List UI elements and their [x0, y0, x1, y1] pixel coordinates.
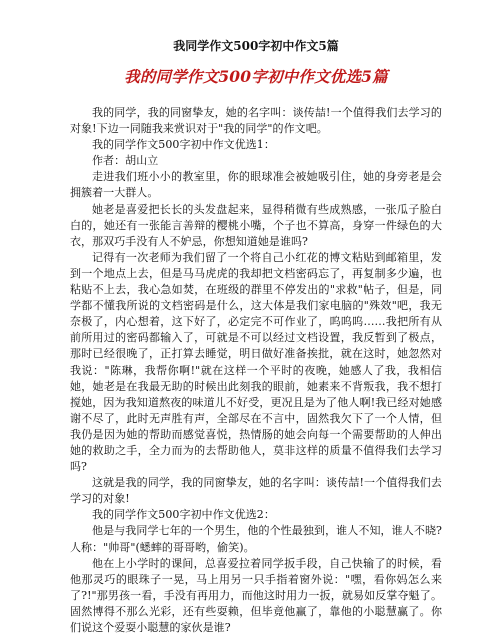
- paragraph: 这就是我的同学，我的同窗挚友，她的名字叫：谈传喆!一个值得我们去学习的对象!: [70, 476, 442, 506]
- paragraph: 走进我们班小小的教室里，你的眼球准会被她吸引住，她的身旁老是会拥簇着一大群人。: [70, 170, 442, 200]
- essay-2-heading: 我的同学作文500字初中作文优选2：: [92, 508, 275, 522]
- essay-1-author: 作者：胡山立: [92, 154, 159, 168]
- document-title: 我同学作文500字初中作文5篇: [173, 39, 339, 53]
- intro-paragraph: 我的同学，我的同窗挚友，她的名字叫：谈传喆!一个值得我们去学习的对象!下边一同随我来赏识对于"我的同学"的作文吧。: [70, 106, 442, 136]
- paragraph: 他在上小学时的课间，总喜爱拉着同学扳手段，自己快输了的时候，看他那灵巧的眼珠子一晃，马上用另一只手指着窗外说："嘿，看你妈怎么来了?!"那男孩一看，手没有再用力，而他这时用力一扳，就易如反掌夺魁了。固然博得不那么光彩，还有些耍赖，但毕竟他赢了，靠他的小聪慧赢了。你们说这个爱耍小聪慧的家伙是谁?: [70, 556, 442, 634]
- paragraph: 她老是喜爱把长长的头发盘起来，显得稍微有些成熟感，一张瓜子脸白白的，她还有一张能言善辩的樱桃小嘴，个子也不算高，身穿一件绿色的大衣，那双巧手没有人不妒忌，你想知道她是谁吗?: [70, 202, 442, 248]
- paragraph: 他是与我同学七年的一个男生，他的个性最独到，谁人不知，谁人不晓?人称："帅哥"(蟋蟀的哥哥哟，偷笑)。: [70, 524, 442, 554]
- essay-1-heading: 我的同学作文500字初中作文优选1：: [92, 138, 275, 152]
- paragraph: 记得有一次老师为我们留了一个将自己小红花的博文粘贴到邮箱里，发到一个地点上去，但是马马虎虎的我却把文档密码忘了，再复制多少遍，也粘贴不上去，我心急如焚，在班级的群里不停发出的"求救"帖子，但是，同学都不懂我所说的文档密码是什么，这大体是我们家电脑的"殊效"吧，我无奈极了，内心想着，这下好了，必定完不可作业了，呜呜呜……我把所有从前所用过的密码都输入了，可就是不可以经过文档设置，我反暂到了极点，那时已经很晚了，正打算去睡觉，明日做好准备挨批，就在这时，她忽然对我说："陈琳，我帮你啊!"就在这样一个平时的夜晚，她感人了我，我相信她，她老是在我最无助的时候出此刻我的眼前，她素来不背叛我，我不想打搅她，因为我知道熬夜的味道儿不好受，更况且是为了他人啊!我已经对她感谢不尽了，此时无声胜有声，全部尽在不言中，固然我欠下了一个人情，但我仍是因为她的帮助而感觉喜悦，热情肠的她会向每一个需要帮助的人伸出她的救助之手，全力而为的去帮助他人，莫非这样的质量不值得我们去学习吗?: [70, 250, 442, 474]
- article-headline: 我的同学作文500字初中作文优选5篇: [124, 67, 388, 86]
- article-body: [70, 105, 442, 636]
